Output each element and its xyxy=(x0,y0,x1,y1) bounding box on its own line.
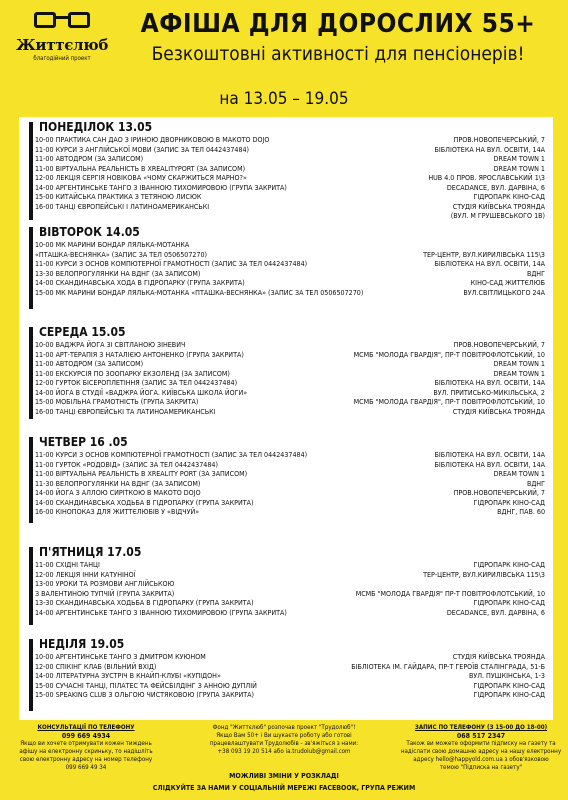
page-subtitle: Безкоштовні активності для пенсіонерів! xyxy=(151,43,525,65)
location: ГІДРОПАРК КІНО-САД xyxy=(473,690,545,699)
schedule-row xyxy=(35,192,545,202)
schedule-row xyxy=(35,359,545,369)
location: DREAM TOWN 1 xyxy=(493,469,545,478)
location: DECADANCE, ВУЛ. ДАРВІНА, 6 xyxy=(446,607,545,617)
activity: 11-00 СХІДНІ ТАНЦІ xyxy=(35,560,100,569)
activity: 14-00 АРГЕНТИНСЬКЕ ТАНГО З ІВАННОЮ ТИХОМИРОВОЮ (ГРУПА ЗАКРИТА) xyxy=(35,607,287,617)
schedule-row xyxy=(35,240,545,250)
consultation-title: КОНСУЛЬТАЦІЇ ПО ТЕЛЕФОНУ xyxy=(37,724,135,731)
social-note: СЛІДКУЙТЕ ЗА НАМИ У СОЦІАЛЬНІЙ МЕРЕЖІ FACEBOOK, ГРУПА РЕЖИМ xyxy=(152,784,416,792)
location: ВДНГ, ПАВ. 60 xyxy=(497,507,545,516)
schedule-changes-note: МОЖЛИВІ ЗМІНИ У РОЗКЛАДІ xyxy=(229,772,339,780)
schedule-row xyxy=(35,589,545,599)
location: КІНО-САД ЖИТТЄЛЮБ xyxy=(470,278,545,287)
trudolub-contact: +38 093 19 20 514 або ia.trudolub@gmail.com xyxy=(217,748,351,755)
location: СТУДІЯ КИЇВСЬКА ТРОЯНДА xyxy=(452,652,545,661)
day-title: ЧЕТВЕР 16 .05 xyxy=(39,435,128,449)
registration-text: темою "Підписка на газету" xyxy=(439,764,523,771)
schedule-row xyxy=(35,570,545,580)
activity: 12-00 СПІКІНГ КЛАБ (ВІЛЬНИЙ ВХІД) xyxy=(35,661,157,671)
schedule-row xyxy=(35,690,545,700)
location: ГІДРОПАРК КІНО-САД xyxy=(473,192,545,201)
day-title: ПОНЕДІЛОК 13.05 xyxy=(39,120,153,134)
schedule-row xyxy=(35,369,545,379)
registration-text: Також ви можете оформити підписку на газету та xyxy=(406,740,556,747)
activity: З ВАЛЕНТИНОЮ ТУПЧІЙ (ГРУПА ЗАКРИТА) xyxy=(35,588,175,598)
location: МСМБ "МОЛОДА ГВАРДІЯ", ПР-Т ПОВІТРОФЛОТСЬКИЙ, 10 xyxy=(353,349,545,359)
location: HUB 4.0 ПРОВ. ЯРОСЛАВСЬКИЙ 1\3 xyxy=(428,173,545,182)
activity: 14-00 СКАНДИНАВСЬКА ХОДЬБА В ГІДРОПАРКУ (ГРУПА ЗАКРИТА) xyxy=(35,497,254,507)
location: ВДНГ xyxy=(526,268,545,278)
activity: 14-00 ЙОГА З АЛЛОЮ СИРІТКОЮ В МАКОТО DOJO xyxy=(35,488,201,497)
schedule-row xyxy=(35,278,545,288)
day-section xyxy=(29,120,549,220)
activity: 14-00 ЙОГА В СТУДІЇ «ВАДЖРА ЙОГА. КИЇВСЬКА ШКОЛА ЙОГИ» xyxy=(35,387,248,397)
activity: 16-00 ТАНЦІ ЄВРОПЕЙСЬКІ І ЛАТИНОАМЕРИКАНСЬКІ xyxy=(35,201,210,211)
activity: 11-00 КУРСИ З ОСНОВ КОМПЮТЕРНОЇ ГРАМОТНОСТІ (ЗАПИС ЗА ТЕЛ 0442437484) xyxy=(35,450,308,459)
activity: 13-30 ВЕЛОПРОГУЛЯНКИ НА ВДНГ (ЗА ЗАПИСОМ) xyxy=(35,268,201,278)
schedule-row xyxy=(35,671,545,681)
schedule-row xyxy=(35,681,545,691)
schedule-row xyxy=(35,211,545,221)
activity: 13-00 УРОКИ ТА РОЗМОВИ АНГЛІЙСЬКОЮ xyxy=(35,579,175,588)
schedule-row xyxy=(35,135,545,145)
activity: 12-00 ЛЕКЦІЯ ІННИ КАТУНІНОЇ xyxy=(35,569,136,579)
consultation-phone: 099 669 4934 xyxy=(61,732,111,740)
location: ПРОВ.НОВОПЕЧЕРСЬКИЙ, 7 xyxy=(453,135,545,144)
footer-registration xyxy=(398,724,564,772)
schedule-row xyxy=(35,154,545,164)
location: ВУЛ. ПУШКІНСЬКА, 1-3 xyxy=(468,671,545,680)
registration-text: надіслати свою домашню адресу на нашу електронну xyxy=(400,748,562,755)
location: БІБЛІОТЕКА НА ВУЛ. ОСВІТИ, 14А xyxy=(434,450,545,459)
location: DREAM TOWN 1 xyxy=(493,368,545,378)
activity: 14-00 АРГЕНТИНСЬКЕ ТАНГО З ІВАННОЮ ТИХОМИРОВОЮ (ГРУПА ЗАКРИТА) xyxy=(35,182,287,192)
schedule-row xyxy=(35,652,545,662)
day-section xyxy=(29,545,549,625)
consultation-text: 099 669 49 34 xyxy=(65,764,107,771)
location: ВУЛ. ПРИТИСЬКО-МИКІЛЬСЬКА, 2 xyxy=(433,387,545,397)
header xyxy=(0,0,568,86)
activity: 10-00 ВАДЖРА ЙОГА ЗІ СВІТЛАНОЮ ЗІНЕВИЧ xyxy=(35,340,186,349)
schedule-row xyxy=(35,378,545,388)
logo-name: Життєлюб xyxy=(16,36,109,54)
trudolub-text: Фонд "Життєлюб" розпочав проект "Трудолюб"! xyxy=(212,724,356,731)
schedule-row xyxy=(35,145,545,155)
day-section xyxy=(29,435,549,523)
activity: 15-00 МК МАРИНИ БОНДАР ЛЯЛЬКА-МОТАНКА «ПТАШКА-ВЕСНЯНКА» (ЗАПИС ЗА ТЕЛ 0506507270) xyxy=(35,287,364,297)
schedule-row xyxy=(35,269,545,279)
schedule-row xyxy=(35,350,545,360)
location: ПРОВ.НОВОПЕЧЕРСЬКИЙ, 7 xyxy=(453,340,545,349)
location: DREAM TOWN 1 xyxy=(493,154,545,163)
location: БІБЛІОТЕКА НА ВУЛ. ОСВІТИ, 14А xyxy=(434,459,545,469)
location: (ВУЛ. М ГРУШЕВСЬКОГО 1В) xyxy=(450,211,545,220)
schedule-row xyxy=(35,662,545,672)
activity: 11-00 АРТ-ТЕРАПІЯ З НАТАЛІЄЮ АНТОНЕНКО (ГРУПА ЗАКРИТА) xyxy=(35,349,244,359)
activity: «ПТАШКА-ВЕСНЯНКА» (ЗАПИС ЗА ТЕЛ 0506507270) xyxy=(35,249,208,259)
day-section xyxy=(29,637,549,713)
location: ГІДРОПАРК КІНО-САД xyxy=(473,680,545,690)
activity: 13-30 СКАНДИНАВСЬКА ХОДЬБА В ГІДРОПАРКУ (ГРУПА ЗАКРИТА) xyxy=(35,598,254,607)
schedule-row xyxy=(35,164,545,174)
activity: 14-00 ЛІТЕРАТУРНА ЗУСТРІЧ В КНАЙП-КЛУБІ «КУПІДОН» xyxy=(35,671,221,680)
location: МСМБ "МОЛОДА ГВАРДІЯ" ПР-Т ПОВІТРОФЛОТСЬКИЙ, 10 xyxy=(355,588,545,598)
schedule-row xyxy=(35,460,545,470)
day-section xyxy=(29,225,549,309)
schedule-row xyxy=(35,479,545,489)
logo xyxy=(16,10,108,80)
schedule-sheet xyxy=(19,117,553,720)
location: СТУДІЯ КИЇВСЬКА ТРОЯНДА xyxy=(452,406,545,416)
activity: 11-00 КУРСИ З ОСНОВ КОМПЮТЕРНОЇ ГРАМОТНОСТІ (ЗАПИС ЗА ТЕЛ 0442437484) xyxy=(35,259,308,268)
activity: 12-00 ГУРТОК БІСЕРОПЛЕТІННЯ (ЗАПИС ЗА ТЕЛ 0442437484) xyxy=(35,378,238,387)
location: БІБЛІОТЕКА НА ВУЛ. ОСВІТИ, 14А xyxy=(434,144,545,154)
activity: 15-00 СУЧАСНІ ТАНЦІ, ПІЛАТЕС ТА ФЕЙСБІЛДІНГ З АННОЮ ДУПЛІЙ xyxy=(35,680,257,690)
activity: 11-00 КУРСИ З АНГЛІЙСЬКОЇ МОВИ (ЗАПИС ЗА ТЕЛ 0442437484) xyxy=(35,144,250,154)
schedule-row xyxy=(35,259,545,269)
schedule-row xyxy=(35,250,545,260)
day-title: СЕРЕДА 15.05 xyxy=(39,325,126,339)
activity: 16-00 КІНОПОКАЗ ДЛЯ ЖИТТЄЛЮБІВ У «ВІДЧУЙ» xyxy=(35,507,200,516)
location: БІБЛІОТЕКА НА ВУЛ. ОСВІТИ, 14А xyxy=(434,378,545,387)
registration-title: ЗАПИС ПО ТЕЛЕФОНУ (З 15-00 ДО 18-00) xyxy=(414,724,548,731)
schedule-row xyxy=(35,469,545,479)
location: DREAM TOWN 1 xyxy=(493,359,545,368)
footer-trudolub xyxy=(186,724,382,756)
schedule-row xyxy=(35,397,545,407)
location: СТУДІЯ КИЇВСЬКА ТРОЯНДА xyxy=(452,201,545,211)
activity: 15-00 МОБІЛЬНА ГРАМОТНІСТЬ (ГРУПА ЗАКРИТА) xyxy=(35,397,199,406)
footer xyxy=(0,722,568,800)
location: ГІДРОПАРК КІНО-САД xyxy=(473,598,545,607)
activity: 11-00 АВТОДРОМ (ЗА ЗАПИСОМ) xyxy=(35,359,144,368)
day-title: ВІВТОРОК 14.05 xyxy=(39,225,140,239)
activity: 12-00 ЛЕКЦІЯ СЕРГІЯ НОВІКОВА «ЧОМУ СКАРЖИТЬСЯ МАРНО?» xyxy=(35,173,247,182)
schedule-row xyxy=(35,598,545,608)
schedule-row xyxy=(35,173,545,183)
glasses-icon xyxy=(32,10,92,32)
location: МСМБ "МОЛОДА ГВАРДІЯ", ПР-Т ПОВІТРОФЛОТСЬКИЙ, 10 xyxy=(353,397,545,406)
schedule-row xyxy=(35,340,545,350)
activity: 15-00 SPEAKING CLUB З ОЛЬГОЮ ЧИСТЯКОВОЮ (ГРУПА ЗАКРИТА) xyxy=(35,690,255,699)
location: БІБЛІОТЕКА НА ВУЛ. ОСВІТИ, 14А xyxy=(434,259,545,268)
activity: 11-00 ВІРТУАЛЬНА РЕАЛЬНІСТЬ В XREALITY PORT (ЗА ЗАПИСОМ) xyxy=(35,469,248,478)
activity: 16-00 ТАНЦІ ЄВРОПЕЙСЬКІ ТА ЛАТИНОАМЕРИКАНСЬКІ xyxy=(35,406,216,416)
consultation-text: свою електронну адресу на номер телефону xyxy=(19,756,153,763)
schedule-row xyxy=(35,608,545,618)
schedule-row xyxy=(35,407,545,417)
registration-text: адресу hello@happyold.com.ua з обов'язковою xyxy=(413,756,549,763)
location: ПРОВ.НОВОПЕЧЕРСЬКИЙ, 7 xyxy=(453,488,545,497)
schedule-row xyxy=(35,183,545,193)
location: ГІДРОПАРК КІНО-САД xyxy=(473,560,545,569)
location: ТЕР-ЦЕНТР, ВУЛ.КИРИЛІВСЬКА 115\3 xyxy=(423,569,545,579)
footer-consultation xyxy=(6,724,166,772)
day-section xyxy=(29,325,549,419)
activity: 11-00 АВТОДРОМ (ЗА ЗАПИСОМ) xyxy=(35,154,144,163)
schedule-row xyxy=(35,202,545,212)
activity: 10-00 МК МАРИНИ БОНДАР ЛЯЛЬКА-МОТАНКА xyxy=(35,240,190,249)
activity: 10-00 ПРАКТИКА САН ДАО З ІРИНОЮ ДВОРНИКОВОЮ В МАКОТО DOJO xyxy=(35,135,270,144)
consultation-text: афішу на електронну скриньку, то надішліть xyxy=(19,748,153,755)
location: DECADANCE, ВУЛ. ДАРВІНА, 6 xyxy=(446,182,545,192)
schedule-row xyxy=(35,579,545,589)
activity: 11-00 ВІРТУАЛЬНА РЕАЛЬНІСТЬ В XREALITYPORT (ЗА ЗАПИСОМ) xyxy=(35,163,246,173)
consultation-text: Якщо ви хочете отримувати кожен тиждень xyxy=(20,740,152,747)
location: БІБЛІОТЕКА ІМ. ГАЙДАРА, ПР-Т ГЕРОЇВ СТАЛІНГРАДА, 51-Б xyxy=(351,661,545,671)
schedule-row xyxy=(35,388,545,398)
activity: 11-00 ЕКСКУРСІЯ ПО ЗООПАРКУ ЕКЗОЛЕНД (ЗА ЗАПИСОМ) xyxy=(35,368,230,378)
schedule-row xyxy=(35,507,545,517)
location: DREAM TOWN 1 xyxy=(493,163,545,173)
day-title: НЕДІЛЯ 19.05 xyxy=(39,637,125,651)
location: ТЕР-ЦЕНТР, ВУЛ.КИРИЛІВСЬКА 115\3 xyxy=(423,249,545,259)
schedule-row xyxy=(35,450,545,460)
activity: 14-00 СКАНДИНАВСЬКА ХОДА В ГІДРОПАРКУ (ГРУПА ЗАКРИТА) xyxy=(35,278,245,287)
location: ГІДРОПАРК КІНО-САД xyxy=(473,497,545,507)
trudolub-text: Якщо Вам 50+ і Ви шукаєте роботу або готові xyxy=(216,732,352,739)
logo-subtitle: благодійний проект xyxy=(33,55,91,62)
activity: 10-00 АРГЕНТИНСЬКЕ ТАНГО З ДМИТРОМ КУЮНОМ xyxy=(35,652,206,661)
schedule-row xyxy=(35,488,545,498)
location: ВУЛ.СВІТЛИЦЬКОГО 24А xyxy=(463,287,545,297)
date-range: на 13.05 – 19.05 xyxy=(219,89,349,109)
activity: 15-00 КИТАЙСЬКА ПРАКТИКА З ТЕТЯНОЮ ЛИСЮК xyxy=(35,192,202,201)
registration-phone: 068 517 2347 xyxy=(456,732,506,740)
location: ВДНГ xyxy=(526,478,545,488)
schedule-row xyxy=(35,560,545,570)
activity: 11-00 ГУРТОК «РОДОВІД» (ЗАПИС ЗА ТЕЛ 0442437484) xyxy=(35,459,218,469)
trudolub-text: працевлаштувати Трудолюбів - зв'яжіться з нами: xyxy=(209,740,359,747)
day-title: П'ЯТНИЦЯ 17.05 xyxy=(39,545,142,559)
activity: 11-30 ВЕЛОПРОГУЛЯНКИ НА ВДНГ (ЗА ЗАПИСОМ) xyxy=(35,478,201,488)
schedule-row xyxy=(35,288,545,298)
page-title: АФІША ДЛЯ ДОРОСЛИХ 55+ xyxy=(140,9,536,39)
schedule-row xyxy=(35,498,545,508)
